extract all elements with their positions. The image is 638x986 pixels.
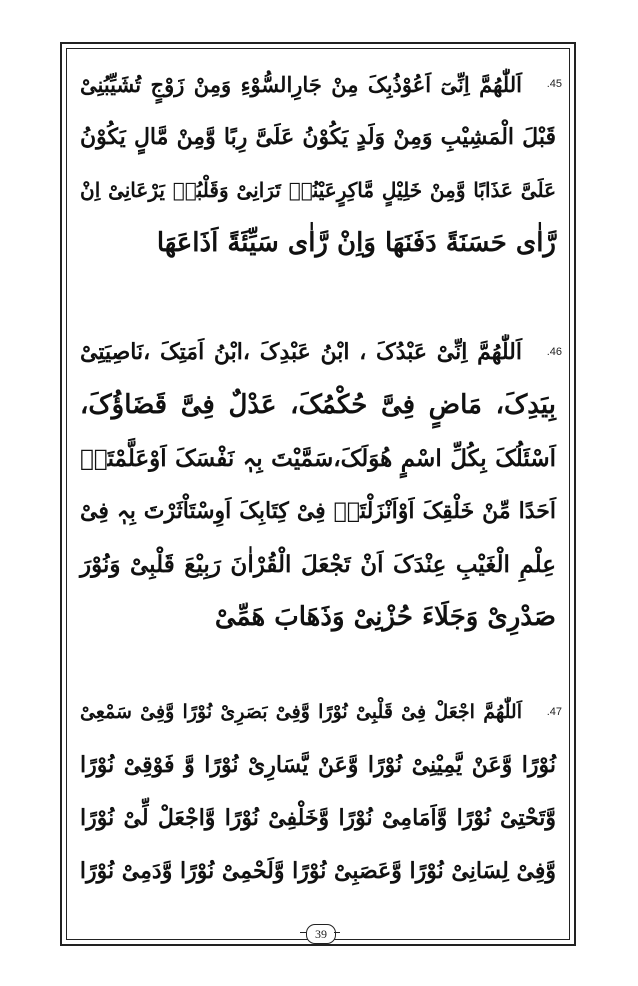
dua-line: اَللّٰھُمَّ اِنِّیٓ اَعُوْذُبِکَ مِنْ جَارِالسُّوْءِ وَمِنْ زَوْجٍ تُشَیِّبُنِیْ — [80, 72, 522, 97]
dua-line: عِلْمِ الْغَیْبِ عِنْدَکَ اَنْ تَجْعَلَ الْقُرْاٰنَ رَبِیْعَ قَلْبِیْ وَنُوْرَ — [80, 551, 556, 578]
dua-line: وَّفِیْ لِسَانِیْ نُوْرًا وَّعَصَبِیْ نُوْرًا وَّلَحْمِیْ نُوْرًا وَّدَمِیْ نُوْرًا — [79, 858, 556, 884]
dua-number: .47 — [546, 706, 562, 718]
dua-line: اَسْئَلُکَ بِکُلِّ اسْمٍ ھُوَلَکَ،سَمَّیْتَ بِہٖ نَفْسَکَ اَوْعَلَّمْتَہٗ — [80, 445, 556, 472]
dua-number: .46 — [546, 346, 562, 358]
dua-46 — [80, 326, 562, 644]
page-number-badge — [304, 922, 336, 948]
page-number: 39 — [306, 924, 336, 944]
dua-line: قَبْلَ الْمَشِیْبِ وَمِنْ وَلَدٍ یَکُوْنُ عَلَیَّ رِبًا وَّمِنْ مَّالٍ یَکُوْنُ — [80, 124, 556, 150]
dua-line: بِیَدِکَ، مَاضٍ فِیَّ حُکْمُکَ، عَدْلٌ فِیَّ قَضَاؤُکَ، — [80, 390, 556, 420]
dua-line: اَللّٰھُمَّ اجْعَلْ فِیْ قَلْبِیْ نُوْرًا وَّفِیْ بَصَرِیْ نُوْرًا وَّفِیْ سَمْعِیْ — [80, 701, 522, 723]
dua-line: اَحَدًا مِّنْ خَلْقِکَ اَوْاَنْزَلْتَہٗ فِیْ کِتَابِکَ اَوِسْتَاْثَرْتَ بِہٖ فِیْ — [80, 498, 556, 524]
dua-line: صَدْرِیْ وَجَلَاءَ حُزْنِیْ وَذَھَابَ ھَمِّیْ — [214, 602, 556, 632]
dua-number: .45 — [546, 78, 562, 90]
dua-line: وَّتَحْتِیْ نُوْرًا وَّاَمَامِیْ نُوْرًا وَّخَلْفِیْ نُوْرًا وَّاجْعَلْ لِّیْ نُوْرًا — [80, 805, 556, 831]
dua-line: رَّاٰی حَسَنَةً دَفَنَھَا وَاِنْ رَّاٰی سَیِّئَةً اَذَاعَھَا — [156, 228, 556, 258]
dua-47 — [79, 686, 562, 898]
dua-line: عَلَیَّ عَذَابًا وَّمِنْ خَلِیْلٍ مَّاکِرٍعَیْنُہٗ تَرَانِیْ وَقَلْبُہٗ یَرْعَانِیْ اِنْ — [80, 178, 556, 202]
dua-45 — [80, 58, 562, 270]
dua-line: اَللّٰھُمَّ اِنِّیْ عَبْدُکَ ، ابْنُ عَبْدِکَ ،ابْنُ اَمَتِکَ ،نَاصِیَتِیْ — [80, 339, 522, 365]
dua-line: نُوْرًا وَّعَنْ یَّمِیْنِیْ نُوْرًا وَّعَنْ یَّسَارِیْ نُوْرًا وَّ فَوْقِیْ نُوْرًا — [80, 752, 556, 778]
page-content — [79, 58, 562, 918]
